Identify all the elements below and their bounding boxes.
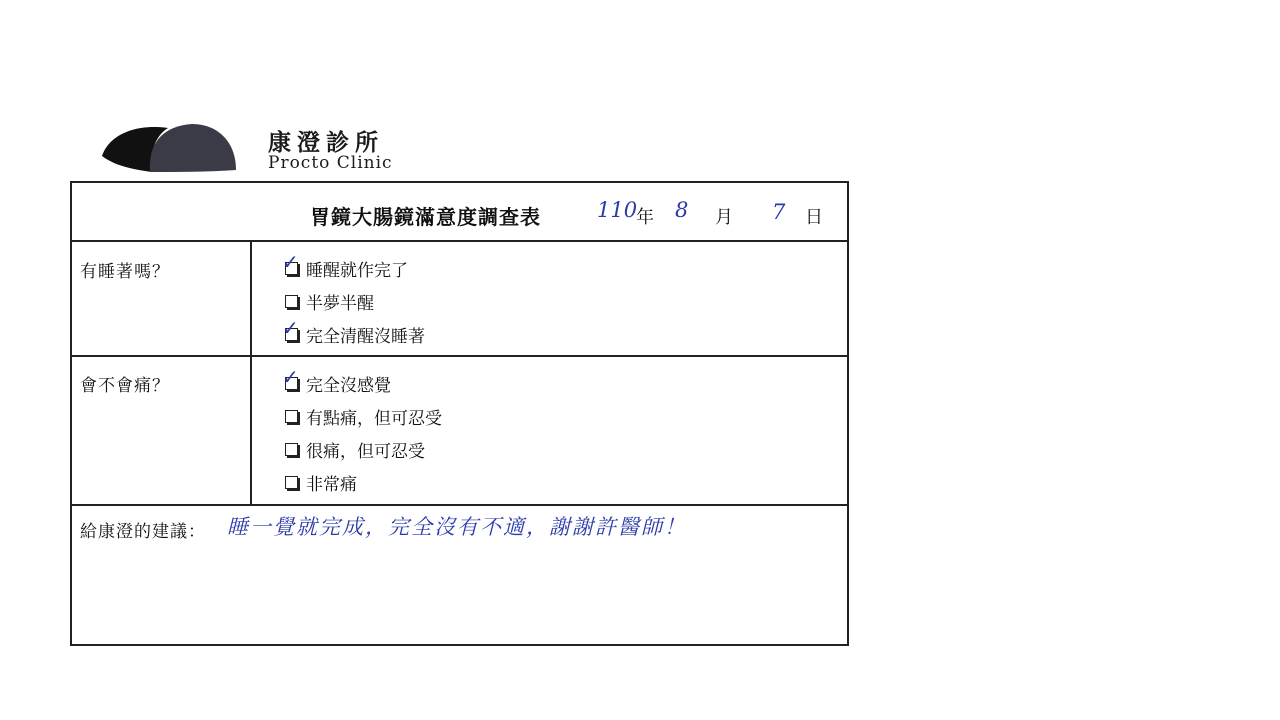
checkmark-icon: ✓ bbox=[282, 316, 299, 340]
date-year-value: 110 bbox=[597, 198, 638, 222]
option-pain-2[interactable] bbox=[285, 437, 425, 462]
option-sleep-0[interactable] bbox=[282, 250, 408, 281]
checkbox[interactable] bbox=[285, 295, 298, 308]
clinic-name: 康澄診所 bbox=[268, 130, 384, 156]
option-label: 完全沒感覺 bbox=[306, 376, 391, 396]
divider bbox=[72, 504, 847, 506]
clinic-name-en: Procto Clinic bbox=[268, 153, 393, 173]
survey-form bbox=[70, 181, 849, 646]
checkbox[interactable] bbox=[285, 443, 298, 456]
checkbox[interactable] bbox=[282, 250, 299, 275]
question-pain-label: 會不會痛？ bbox=[80, 376, 170, 396]
date-day-unit: 日 bbox=[805, 207, 823, 228]
option-label: 有點痛，但可忍受 bbox=[306, 409, 442, 429]
option-sleep-1[interactable] bbox=[285, 289, 374, 314]
date-month-unit: 月 bbox=[715, 207, 733, 228]
option-sleep-2[interactable] bbox=[282, 316, 425, 347]
option-label: 半夢半醒 bbox=[306, 294, 374, 314]
column-divider bbox=[250, 240, 252, 504]
option-label: 睡醒就作完了 bbox=[306, 261, 408, 281]
checkbox[interactable] bbox=[285, 476, 298, 489]
option-pain-1[interactable] bbox=[285, 404, 442, 429]
checkbox[interactable] bbox=[282, 365, 299, 390]
option-pain-3[interactable] bbox=[285, 470, 357, 495]
option-label: 很痛，但可忍受 bbox=[306, 442, 425, 462]
divider bbox=[72, 355, 847, 357]
checkmark-icon: ✓ bbox=[282, 250, 299, 274]
form-title: 胃鏡大腸鏡滿意度調查表 bbox=[310, 205, 541, 229]
date-year-unit: 年 bbox=[636, 207, 654, 228]
option-label: 完全清醒沒睡著 bbox=[306, 327, 425, 347]
option-label: 非常痛 bbox=[306, 475, 357, 495]
suggestion-label: 給康澄的建議： bbox=[80, 522, 206, 542]
date-day-value: 7 bbox=[772, 200, 786, 224]
checkmark-icon: ✓ bbox=[282, 365, 299, 389]
divider bbox=[72, 240, 847, 242]
date-month-value: 8 bbox=[675, 198, 689, 222]
clinic-logo bbox=[100, 122, 240, 174]
checkbox[interactable] bbox=[282, 316, 299, 341]
option-pain-0[interactable] bbox=[282, 365, 391, 396]
suggestion-text[interactable]: 睡一覺就完成，完全沒有不適，謝謝許醫師！ bbox=[227, 515, 687, 539]
question-sleep-label: 有睡著嗎？ bbox=[80, 262, 170, 282]
checkbox[interactable] bbox=[285, 410, 298, 423]
